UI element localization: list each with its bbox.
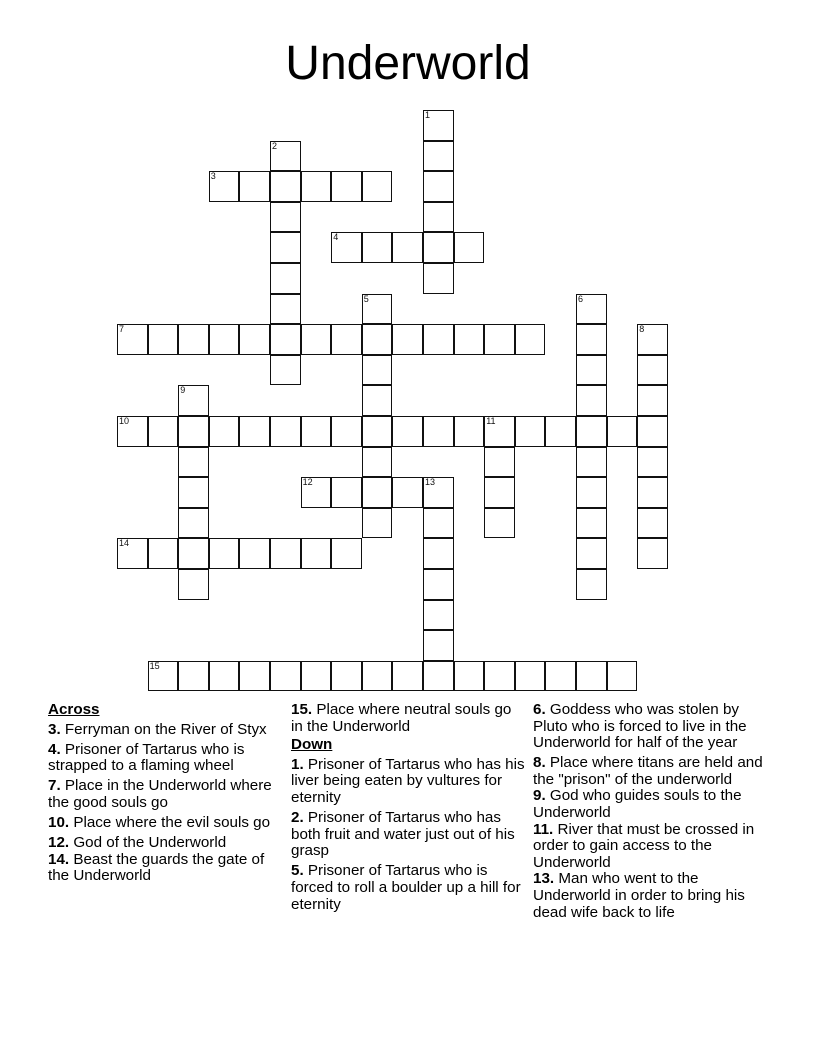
clue-across-15: [291, 702, 527, 735]
grid-cell[interactable]: [454, 324, 485, 355]
clue-text: Place where the evil souls go: [73, 814, 271, 832]
clues-column-3: [533, 702, 769, 925]
grid-cell[interactable]: [423, 141, 454, 172]
cell-number: 4: [333, 232, 339, 243]
grid-cell[interactable]: [239, 538, 270, 569]
clue-text: Ferryman on the River of Styx: [64, 720, 267, 738]
grid-cell[interactable]: [515, 416, 546, 447]
clue-down-11: [533, 822, 769, 872]
grid-cell[interactable]: [423, 477, 454, 508]
clue-text: Beast the guards the gate of the Underworld: [48, 850, 265, 885]
grid-cell[interactable]: [178, 477, 209, 508]
grid-cell[interactable]: [362, 385, 393, 416]
grid-cell[interactable]: [362, 477, 393, 508]
cell-number: 3: [210, 171, 216, 182]
grid-cell[interactable]: [576, 416, 607, 447]
clue-number: 6.: [533, 701, 546, 718]
clue-down-5: [291, 863, 527, 913]
grid-cell[interactable]: [454, 661, 485, 692]
grid-cell[interactable]: [637, 324, 668, 355]
grid-cell[interactable]: [484, 661, 515, 692]
grid-cell[interactable]: [117, 324, 148, 355]
clue-down-1: [291, 757, 527, 807]
grid-cell[interactable]: [178, 385, 209, 416]
grid-cell[interactable]: [576, 508, 607, 539]
clue-text: Man who went to the Underworld in order to bring his dead wife back to life: [533, 870, 745, 921]
grid-cell[interactable]: [392, 232, 423, 263]
cell-number: 9: [180, 385, 186, 396]
grid-cell[interactable]: [178, 324, 209, 355]
grid-cell[interactable]: [423, 110, 454, 141]
clue-text: Prisoner of Tartarus who has both fruit and water just out of his grasp: [291, 809, 515, 860]
grid-cell[interactable]: [423, 324, 454, 355]
cell-number: 15: [149, 660, 160, 671]
clue-text: Place where neutral souls go in the Underworld: [291, 701, 512, 735]
cell-number: 11: [486, 416, 496, 426]
grid-cell[interactable]: [392, 661, 423, 692]
clue-text: God of the Underworld: [73, 834, 227, 852]
grid-cell[interactable]: [270, 294, 301, 325]
clue-down-8: [533, 755, 769, 788]
cell-number: 10: [119, 416, 130, 426]
grid-cell[interactable]: [239, 661, 270, 692]
grid-cell[interactable]: [545, 416, 576, 447]
grid-cell[interactable]: [331, 477, 362, 508]
cell-number: 5: [363, 293, 369, 304]
grid-cell[interactable]: [637, 508, 668, 539]
grid-cell[interactable]: [484, 416, 515, 447]
grid-cell[interactable]: [331, 171, 362, 202]
clue-down-9: [533, 788, 769, 821]
clue-across-14: [48, 852, 288, 885]
clue-number: 10.: [48, 814, 70, 832]
cell-number: 14: [119, 538, 130, 549]
grid-cell[interactable]: [576, 569, 607, 600]
clue-number: 8.: [533, 754, 546, 772]
cell-number: 12: [302, 477, 313, 488]
grid-cell[interactable]: [301, 416, 332, 447]
grid-cell[interactable]: [270, 141, 301, 172]
grid-cell[interactable]: [331, 661, 362, 692]
grid-cell[interactable]: [576, 661, 607, 692]
grid-cell[interactable]: [117, 538, 148, 569]
grid-cell[interactable]: [607, 416, 638, 447]
grid-cell[interactable]: [362, 661, 393, 692]
grid-cell[interactable]: [362, 294, 393, 325]
down-heading: Down: [291, 736, 333, 754]
grid-cell[interactable]: [362, 508, 393, 539]
cell-number: 6: [578, 293, 584, 304]
grid-cell[interactable]: [576, 385, 607, 416]
grid-cell[interactable]: [270, 263, 301, 294]
clue-text: River that must be crossed in order to gain access to the Underworld: [533, 820, 755, 871]
clue-text: God who guides souls to the Underworld: [533, 787, 742, 822]
grid-cell[interactable]: [454, 232, 485, 263]
grid-cell[interactable]: [239, 324, 270, 355]
grid-cell[interactable]: [484, 508, 515, 539]
grid-cell[interactable]: [637, 385, 668, 416]
clue-text: Prisoner of Tartarus who has his liver being eaten by vultures for eternity: [291, 755, 525, 806]
grid-cell[interactable]: [484, 477, 515, 508]
cell-number: 13: [425, 477, 436, 488]
grid-cell[interactable]: [423, 600, 454, 631]
grid-cell[interactable]: [392, 477, 423, 508]
grid-cell[interactable]: [301, 477, 332, 508]
clue-across-3: [48, 722, 288, 739]
grid-cell[interactable]: [484, 324, 515, 355]
grid-cell[interactable]: [209, 324, 240, 355]
clue-text: Place in the Underworld where the good souls go: [48, 777, 272, 811]
grid-cell[interactable]: [117, 416, 148, 447]
grid-cell[interactable]: [576, 447, 607, 478]
grid-cell[interactable]: [423, 202, 454, 233]
clue-number: 15.: [291, 701, 313, 718]
grid-cell[interactable]: [301, 171, 332, 202]
clue-text: Prisoner of Tartarus who is forced to roll a boulder up a hill for eternity: [291, 862, 521, 913]
grid-cell[interactable]: [362, 355, 393, 386]
clues-column-2: [291, 702, 527, 917]
cell-number: 1: [425, 110, 431, 120]
grid-cell[interactable]: [454, 416, 485, 447]
clue-text: Prisoner of Tartarus who is strapped to a flaming wheel: [48, 740, 245, 775]
clue-across-12: [48, 835, 288, 852]
grid-cell[interactable]: [362, 171, 393, 202]
grid-cell[interactable]: [576, 294, 607, 325]
clue-number: 12.: [48, 834, 70, 852]
grid-cell[interactable]: [637, 447, 668, 478]
grid-cell[interactable]: [239, 416, 270, 447]
grid-cell[interactable]: [392, 324, 423, 355]
grid-cell[interactable]: [362, 324, 393, 355]
grid-cell[interactable]: [239, 171, 270, 202]
clue-across-7: [48, 778, 288, 811]
grid-cell[interactable]: [423, 569, 454, 600]
grid-cell[interactable]: [178, 416, 209, 447]
grid-cell[interactable]: [362, 232, 393, 263]
grid-cell[interactable]: [148, 538, 179, 569]
clue-number: 5.: [291, 862, 304, 880]
cell-number: 8: [639, 324, 645, 335]
grid-cell[interactable]: [301, 324, 332, 355]
clue-down-6: [533, 702, 769, 752]
grid-cell[interactable]: [423, 263, 454, 294]
grid-cell[interactable]: [178, 538, 209, 569]
clues-column-1: [48, 702, 288, 888]
grid-cell[interactable]: [270, 661, 301, 692]
grid-cell[interactable]: [392, 416, 423, 447]
grid-cell[interactable]: [515, 661, 546, 692]
grid-cell[interactable]: [637, 416, 668, 447]
grid-cell[interactable]: [270, 538, 301, 569]
clue-number: 13.: [533, 870, 555, 888]
grid-cell[interactable]: [607, 661, 638, 692]
grid-cell[interactable]: [209, 661, 240, 692]
grid-cell[interactable]: [423, 416, 454, 447]
grid-cell[interactable]: [423, 171, 454, 202]
grid-cell[interactable]: [423, 232, 454, 263]
clue-down-2: [291, 810, 527, 860]
grid-cell[interactable]: [484, 447, 515, 478]
clue-number: 11.: [533, 820, 554, 838]
clue-across-10: [48, 815, 288, 832]
grid-cell[interactable]: [301, 538, 332, 569]
grid-cell[interactable]: [209, 538, 240, 569]
clue-number: 1.: [291, 755, 304, 773]
grid-cell[interactable]: [331, 232, 362, 263]
grid-cell[interactable]: [270, 416, 301, 447]
grid-cell[interactable]: [270, 355, 301, 386]
grid-cell[interactable]: [423, 661, 454, 692]
clue-number: 4.: [48, 740, 61, 758]
grid-cell[interactable]: [423, 630, 454, 661]
grid-cell[interactable]: [515, 324, 546, 355]
grid-cell[interactable]: [209, 416, 240, 447]
cell-number: 2: [272, 140, 278, 151]
grid-cell[interactable]: [270, 324, 301, 355]
puzzle-title: Underworld: [285, 37, 531, 90]
clue-number: 9.: [533, 787, 546, 805]
clue-number: 3.: [48, 720, 61, 738]
grid-cell[interactable]: [270, 202, 301, 233]
clue-number: 2.: [291, 809, 304, 827]
cell-number: 7: [119, 324, 125, 335]
grid-cell[interactable]: [178, 661, 209, 692]
clue-text: Place where titans are held and the "prison" of the underworld: [533, 754, 763, 788]
grid-cell[interactable]: [637, 477, 668, 508]
grid-cell[interactable]: [576, 324, 607, 355]
clue-across-4: [48, 742, 288, 775]
grid-cell[interactable]: [423, 538, 454, 569]
clue-number: 14.: [48, 850, 70, 868]
across-heading: Across: [48, 701, 100, 718]
clue-down-13: [533, 871, 769, 921]
grid-cell[interactable]: [637, 355, 668, 386]
grid-cell[interactable]: [576, 538, 607, 569]
grid-cell[interactable]: [148, 661, 179, 692]
grid-cell[interactable]: [178, 447, 209, 478]
grid-cell[interactable]: [270, 232, 301, 263]
grid-cell[interactable]: [576, 355, 607, 386]
grid-cell[interactable]: [362, 416, 393, 447]
grid-cell[interactable]: [362, 447, 393, 478]
grid-cell[interactable]: [331, 538, 362, 569]
grid-cell[interactable]: [148, 416, 179, 447]
grid-cell[interactable]: [178, 569, 209, 600]
grid-cell[interactable]: [423, 508, 454, 539]
grid-cell[interactable]: [331, 416, 362, 447]
clue-text: Goddess who was stolen by Pluto who is forced to live in the Underworld for half of the year: [533, 701, 747, 752]
grid-cell[interactable]: [545, 661, 576, 692]
grid-cell[interactable]: [301, 661, 332, 692]
grid-cell[interactable]: [576, 477, 607, 508]
clue-number: 7.: [48, 777, 61, 795]
grid-cell[interactable]: [637, 538, 668, 569]
grid-cell[interactable]: [331, 324, 362, 355]
grid-cell[interactable]: [209, 171, 240, 202]
grid-cell[interactable]: [178, 508, 209, 539]
grid-cell[interactable]: [148, 324, 179, 355]
grid-cell[interactable]: [270, 171, 301, 202]
